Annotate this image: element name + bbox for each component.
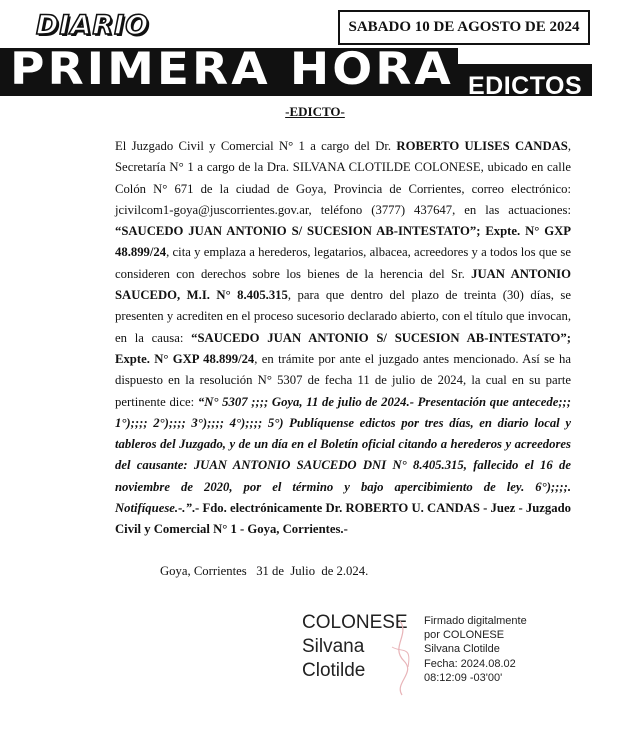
brand-bar [0, 48, 458, 96]
brand-primera-hora: PRIMERA HORA [10, 48, 454, 96]
digital-signature [302, 611, 552, 691]
signature-detail-4: Fecha: 2024.08.02 [424, 657, 516, 670]
judge-name: ROBERTO ULISES CANDAS [396, 139, 568, 153]
body-text-5: , en trámite por ante el juzgado antes mencionado. Así se ha dispuesto en la resolución N° 5307 de fecha 11 de julio de 2024, la cual en su parte pertinente dice: [115, 351, 571, 409]
section-label: EDICTOS [458, 64, 592, 96]
masthead [0, 0, 630, 100]
body-text-3: , cita y emplaza a herederos, legatarios, albacea, acreedores y a todos los que se consideren con derechos sobre los bienes de la herencia del Sr. [115, 245, 571, 281]
signature-details [424, 614, 527, 685]
body-text-4: , para que dentro del plazo de treinta (30) días, se presenten y acrediten en el proceso sucesorio declarado abierto, con el título que invocan, en la causa: [115, 288, 571, 345]
body-text-2: , Secretaría N° 1 a cargo de la Dra. SILVANA CLOTILDE COLONESE, ubicado en calle Colón N° 671 de la ciudad de Goya, Provincia de Corrientes, correo electrónico: jcivilcom1-goya@juscorrientes.gov.ar, teléfono (3777) 437647, en las actuaciones: [115, 139, 572, 217]
publication-date: SABADO 10 DE AGOSTO DE 2024 [338, 10, 590, 45]
deceased-name: JUAN ANTONIO SAUCEDO, M.I. N° 8.405.315 [115, 266, 571, 303]
edicto-body [115, 136, 571, 541]
signer-name-line2: Silvana [302, 636, 365, 657]
body-text-1: El Juzgado Civil y Comercial N° 1 a cargo del Dr. [115, 139, 397, 153]
signature-detail-3: Silvana Clotilde [424, 643, 500, 656]
case-title-repeat: “SAUCEDO JUAN ANTONIO S/ SUCESION AB-INTESTATO”; Expte. N° GXP 48.899/24 [115, 330, 571, 366]
signer-name-line3: Clotilde [302, 660, 366, 681]
signature-detail-5: 08:12:09 -03'00' [424, 671, 503, 684]
signed-by: .- Fdo. electrónicamente Dr. ROBERTO U. CANDAS - Juez - Juzgado Civil y Comercial N° 1 - Goya, Corrientes.- [115, 501, 571, 537]
document-title: -EDICTO- [285, 104, 345, 119]
signature-detail-1: Firmado digitalmente [424, 615, 527, 627]
brand-diario: DIARIO [36, 10, 150, 41]
place-date: Goya, Corrientes 31 de Julio de 2.024. [160, 564, 369, 578]
signature-detail-2: por COLONESE [424, 629, 505, 642]
resolution-quote: “N° 5307 ;;;; Goya, 11 de julio de 2024.- Presentación que antecede;;; 1°);;;; 2°);;;; 3°);;;; 4°);;;; 5°) Publíquense edictos por tres días, en diario local y tableros del Juzgado, y de un día en el Boletín oficial citando a herederos y acreedores del causante: JUAN ANTONIO SAUCEDO DNI N° 8.405.315, fallecido el 16 de noviembre de 2020, por el término y bajo apercibimiento de ley. 6°);;;;. Notifíquese.-.” [115, 394, 571, 516]
case-title: “SAUCEDO JUAN ANTONIO S/ SUCESION AB-INTESTATO”; Expte. N° GXP 48.899/24 [115, 224, 571, 260]
signer-name-line1: COLONESE [302, 612, 408, 633]
signature-flourish-icon [382, 617, 422, 697]
